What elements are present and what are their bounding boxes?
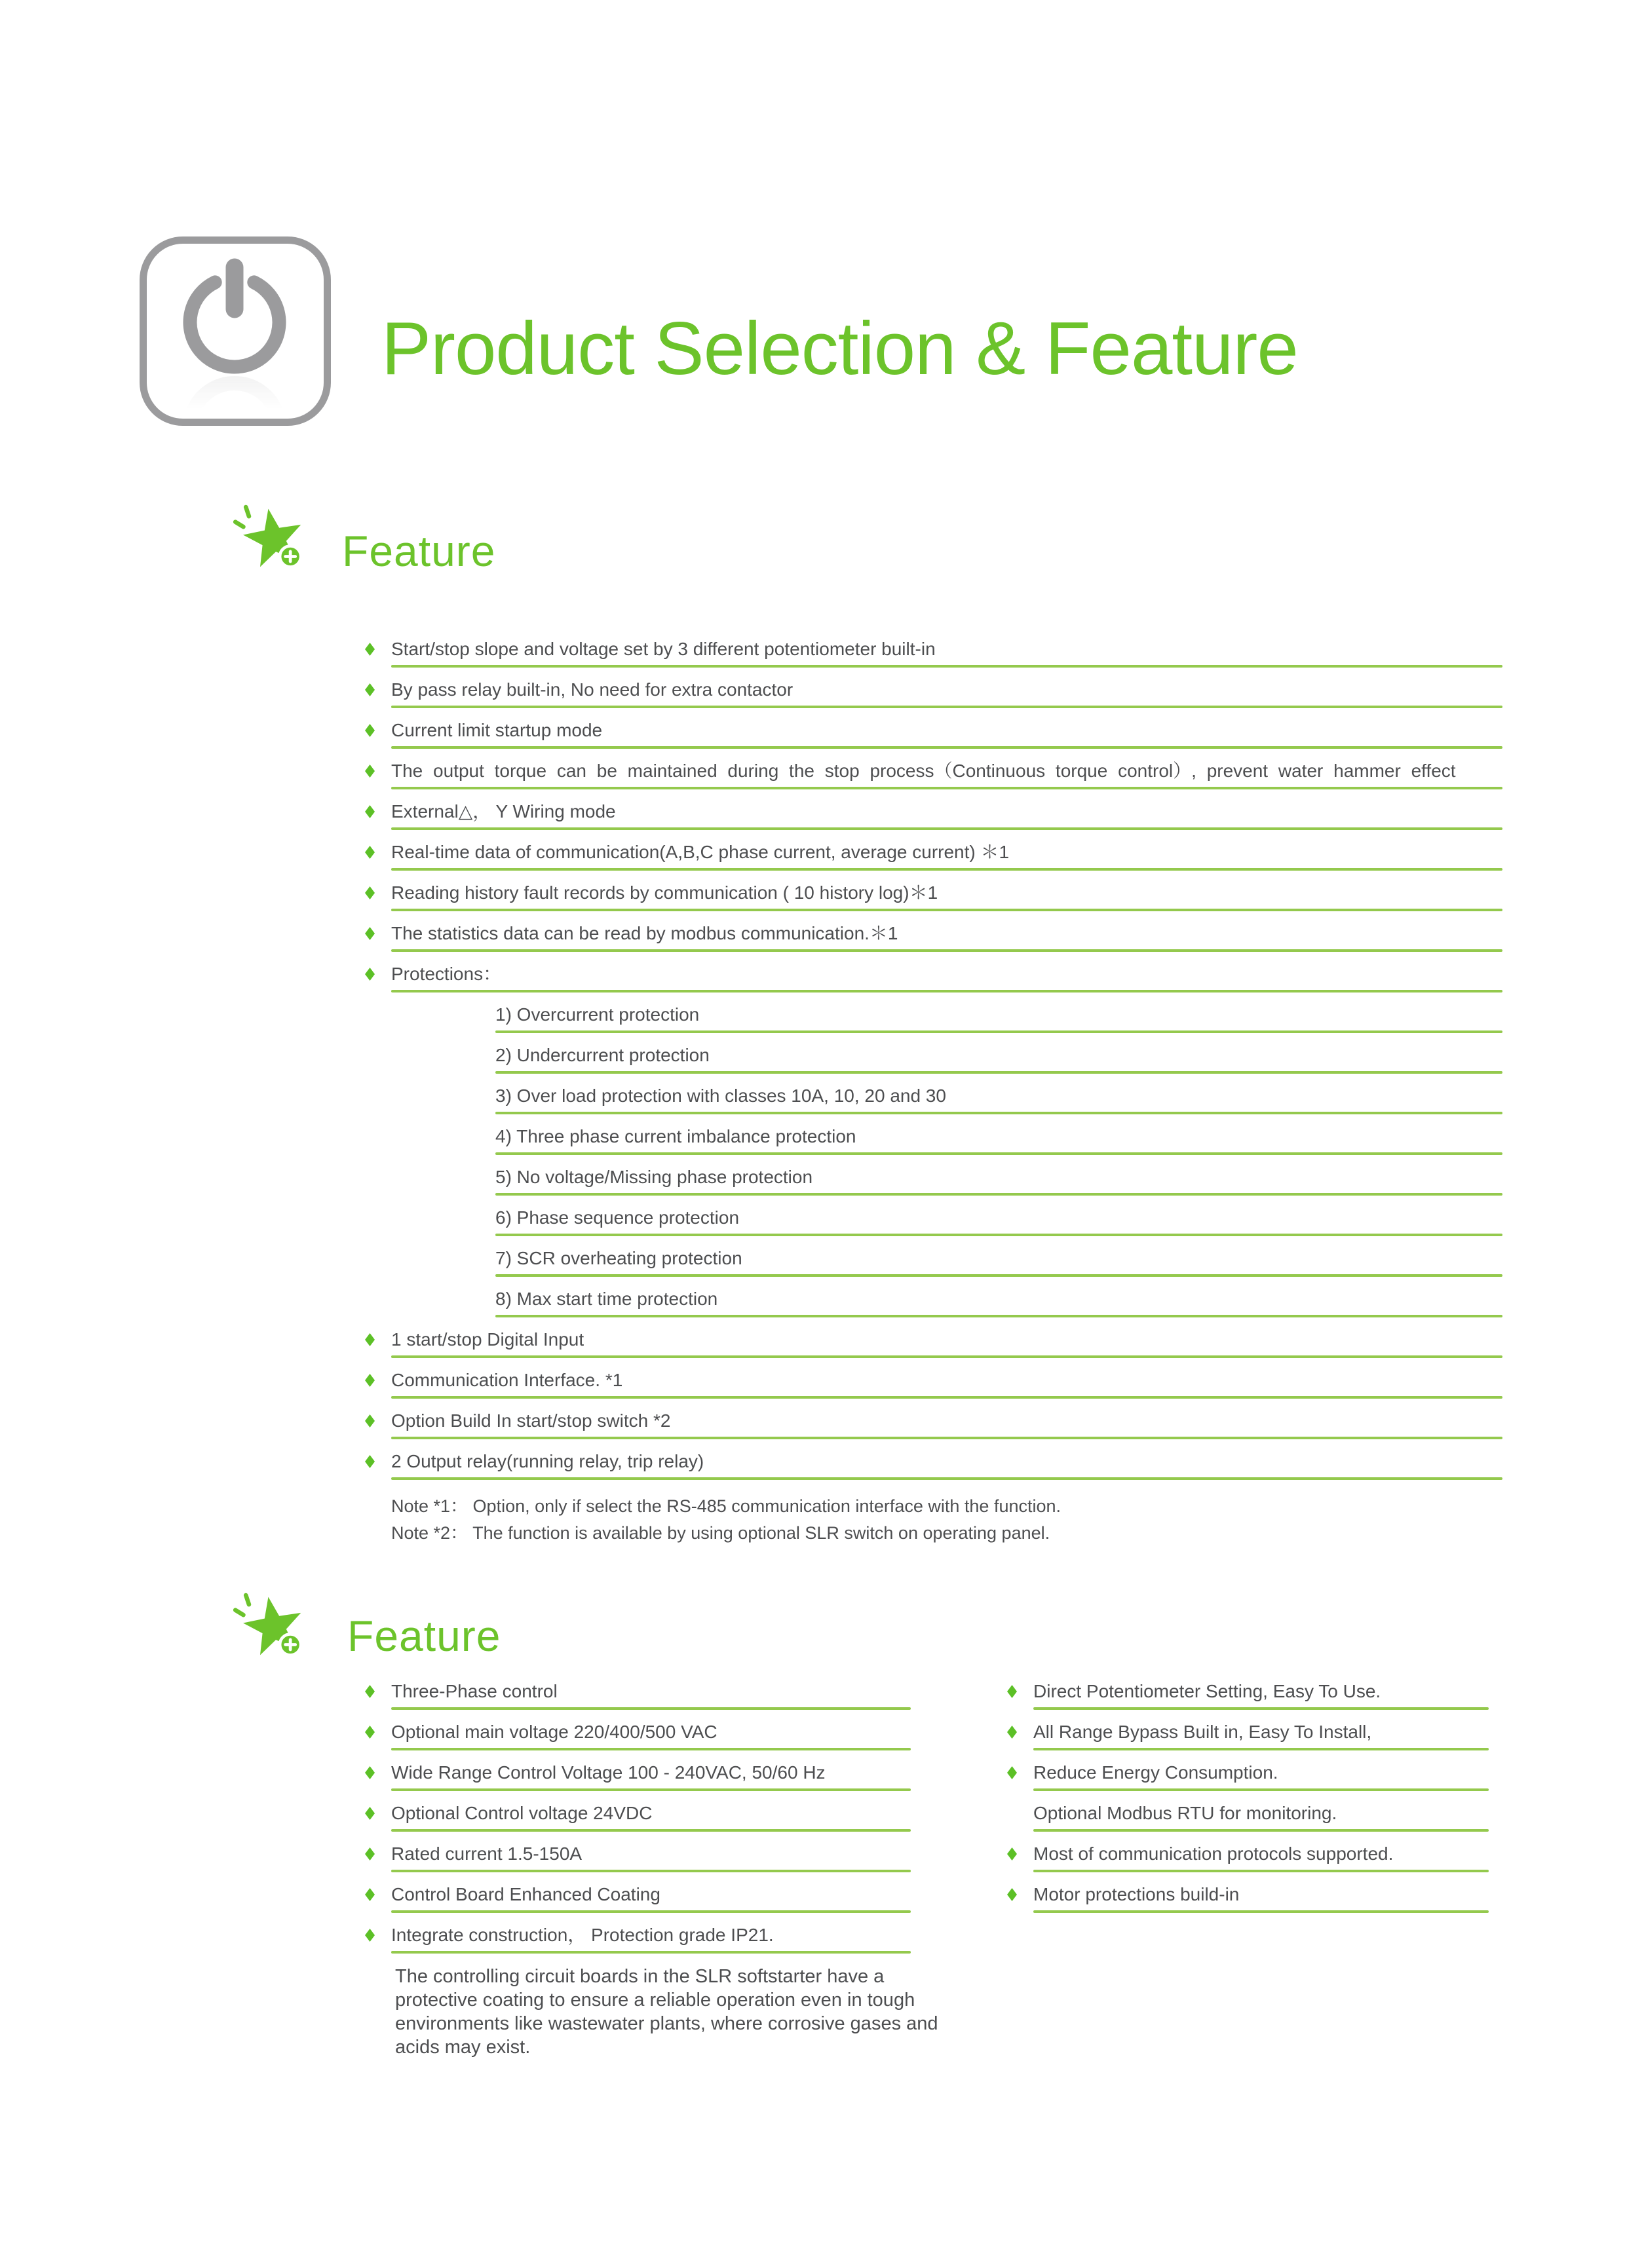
underline xyxy=(391,909,1502,911)
underline xyxy=(391,1707,911,1710)
diamond-bullet-icon xyxy=(365,886,375,899)
diamond-bullet-icon xyxy=(365,724,375,737)
feature-item: Control Board Enhanced Coating xyxy=(391,1883,911,1913)
diamond-bullet-icon xyxy=(1007,1888,1017,1901)
protection-item: 7) SCR overheating protection xyxy=(495,1247,1502,1277)
underline xyxy=(495,1071,1502,1074)
diamond-bullet-icon xyxy=(365,1847,375,1861)
feature-item: Optional main voltage 220/400/500 VAC xyxy=(391,1721,911,1750)
underline xyxy=(391,1951,911,1954)
note-2: Note *2： The function is available by using optional SLR switch on operating panel. xyxy=(391,1523,1050,1543)
feature-item-continuation: Optional Modbus RTU for monitoring. xyxy=(1033,1802,1489,1832)
power-icon-reflection xyxy=(147,372,324,415)
protection-item: 5) No voltage/Missing phase protection xyxy=(495,1166,1502,1196)
feature-item: Protections： xyxy=(391,963,1502,992)
underline xyxy=(391,1788,911,1791)
diamond-bullet-icon xyxy=(365,1374,375,1387)
section-heading: Feature xyxy=(347,1612,501,1660)
underline xyxy=(391,1355,1502,1358)
diamond-bullet-icon xyxy=(365,683,375,696)
feature-item: Direct Potentiometer Setting, Easy To Use. xyxy=(1033,1680,1489,1710)
underline xyxy=(391,1829,911,1832)
diamond-bullet-icon xyxy=(1007,1766,1017,1779)
underline xyxy=(495,1030,1502,1033)
underline xyxy=(1033,1829,1489,1832)
feature-list-2-left xyxy=(391,1680,938,2059)
underline xyxy=(391,1477,1502,1480)
protection-item: 3) Over load protection with classes 10A, 10, 20 and 30 xyxy=(495,1085,1502,1114)
diamond-bullet-icon xyxy=(365,1414,375,1427)
feature-item: Optional Control voltage 24VDC xyxy=(391,1802,911,1832)
note-1: Note *1： Option, only if select the RS-485 communication interface with the function. xyxy=(391,1496,1061,1516)
diamond-bullet-icon xyxy=(365,643,375,656)
diamond-bullet-icon xyxy=(365,927,375,940)
diamond-bullet-icon xyxy=(365,1929,375,1942)
feature-star-icon xyxy=(227,1587,313,1669)
feature-item: Communication Interface. *1 xyxy=(391,1369,1502,1399)
diamond-bullet-icon xyxy=(1007,1847,1017,1861)
underline xyxy=(495,1274,1502,1277)
feature-item: Wide Range Control Voltage 100 - 240VAC, 50/60 Hz xyxy=(391,1762,911,1791)
diamond-bullet-icon xyxy=(1007,1726,1017,1739)
underline xyxy=(495,1234,1502,1236)
underline xyxy=(391,1870,911,1872)
underline xyxy=(1033,1910,1489,1913)
feature-item: Motor protections build-in xyxy=(1033,1883,1489,1913)
diamond-bullet-icon xyxy=(365,846,375,859)
underline xyxy=(495,1193,1502,1196)
diamond-bullet-icon xyxy=(1007,1685,1017,1698)
protection-item: 1) Overcurrent protection xyxy=(495,1004,1502,1033)
diamond-bullet-icon xyxy=(365,968,375,981)
underline xyxy=(1033,1788,1489,1791)
feature-item: Current limit startup mode xyxy=(391,719,1502,749)
underline xyxy=(391,949,1502,952)
feature-list-1 xyxy=(391,638,1502,1547)
coating-note-paragraph: The controlling circuit boards in the SLR softstarter have a protective coating to ensure a reliable operation even in tough environments like wastewater plants, where corrosive gases and acids may exist. xyxy=(395,1966,938,2058)
feature-list-2-right xyxy=(1033,1680,1489,1924)
feature-item: The statistics data can be read by modbus communication.＊1 xyxy=(391,922,1502,952)
underline xyxy=(391,990,1502,992)
feature-item: Option Build In start/stop switch *2 xyxy=(391,1410,1502,1439)
feature-item: Reading history fault records by communication ( 10 history log)＊1 xyxy=(391,882,1502,911)
diamond-bullet-icon xyxy=(365,1726,375,1739)
feature-item: Integrate construction， Protection grade IP21. xyxy=(391,1924,911,1954)
underline xyxy=(495,1152,1502,1155)
diamond-bullet-icon xyxy=(365,1807,375,1820)
diamond-bullet-icon xyxy=(365,805,375,818)
diamond-bullet-icon xyxy=(365,1888,375,1901)
feature-item: Rated current 1.5-150A xyxy=(391,1843,911,1872)
underline xyxy=(391,1910,911,1913)
diamond-bullet-icon xyxy=(365,765,375,778)
underline xyxy=(1033,1748,1489,1750)
page-title: Product Selection & Feature xyxy=(381,307,1298,390)
underline xyxy=(391,1437,1502,1439)
underline xyxy=(391,868,1502,871)
underline xyxy=(495,1315,1502,1317)
feature-item: 2 Output relay(running relay, trip relay) xyxy=(391,1450,1502,1480)
underline xyxy=(1033,1707,1489,1710)
section-heading: Feature xyxy=(342,527,496,575)
feature-item: Start/stop slope and voltage set by 3 different potentiometer built-in xyxy=(391,638,1502,668)
protection-item: 2) Undercurrent protection xyxy=(495,1044,1502,1074)
feature-item: All Range Bypass Built in, Easy To Install, xyxy=(1033,1721,1489,1750)
underline xyxy=(391,827,1502,830)
protection-item: 8) Max start time protection xyxy=(495,1288,1502,1317)
protection-item: 4) Three phase current imbalance protection xyxy=(495,1125,1502,1155)
diamond-bullet-icon xyxy=(365,1685,375,1698)
feature-item: Reduce Energy Consumption. xyxy=(1033,1762,1489,1791)
diamond-bullet-icon xyxy=(365,1455,375,1468)
feature-item: 1 start/stop Digital Input xyxy=(391,1329,1502,1358)
protection-item: 6) Phase sequence protection xyxy=(495,1207,1502,1236)
diamond-bullet-icon xyxy=(365,1333,375,1346)
diamond-bullet-icon xyxy=(365,1766,375,1779)
underline xyxy=(391,665,1502,668)
underline xyxy=(391,746,1502,749)
underline xyxy=(391,706,1502,708)
feature-item: Most of communication protocols supported. xyxy=(1033,1843,1489,1872)
feature-item: By pass relay built-in, No need for extra contactor xyxy=(391,679,1502,708)
underline xyxy=(391,787,1502,789)
feature-item: External△， Y Wiring mode xyxy=(391,801,1502,830)
feature-star-icon xyxy=(227,499,313,580)
power-icon xyxy=(140,236,331,426)
underline xyxy=(1033,1870,1489,1872)
notes-block xyxy=(391,1493,1502,1547)
underline xyxy=(391,1748,911,1750)
feature-item: Three-Phase control xyxy=(391,1680,911,1710)
feature-item: Real-time data of communication(A,B,C phase current, average current) ＊1 xyxy=(391,841,1502,871)
feature-item: The output torque can be maintained during the stop process（Continuous torque control）, prevent water hammer effect xyxy=(391,760,1502,789)
underline xyxy=(391,1396,1502,1399)
underline xyxy=(495,1112,1502,1114)
